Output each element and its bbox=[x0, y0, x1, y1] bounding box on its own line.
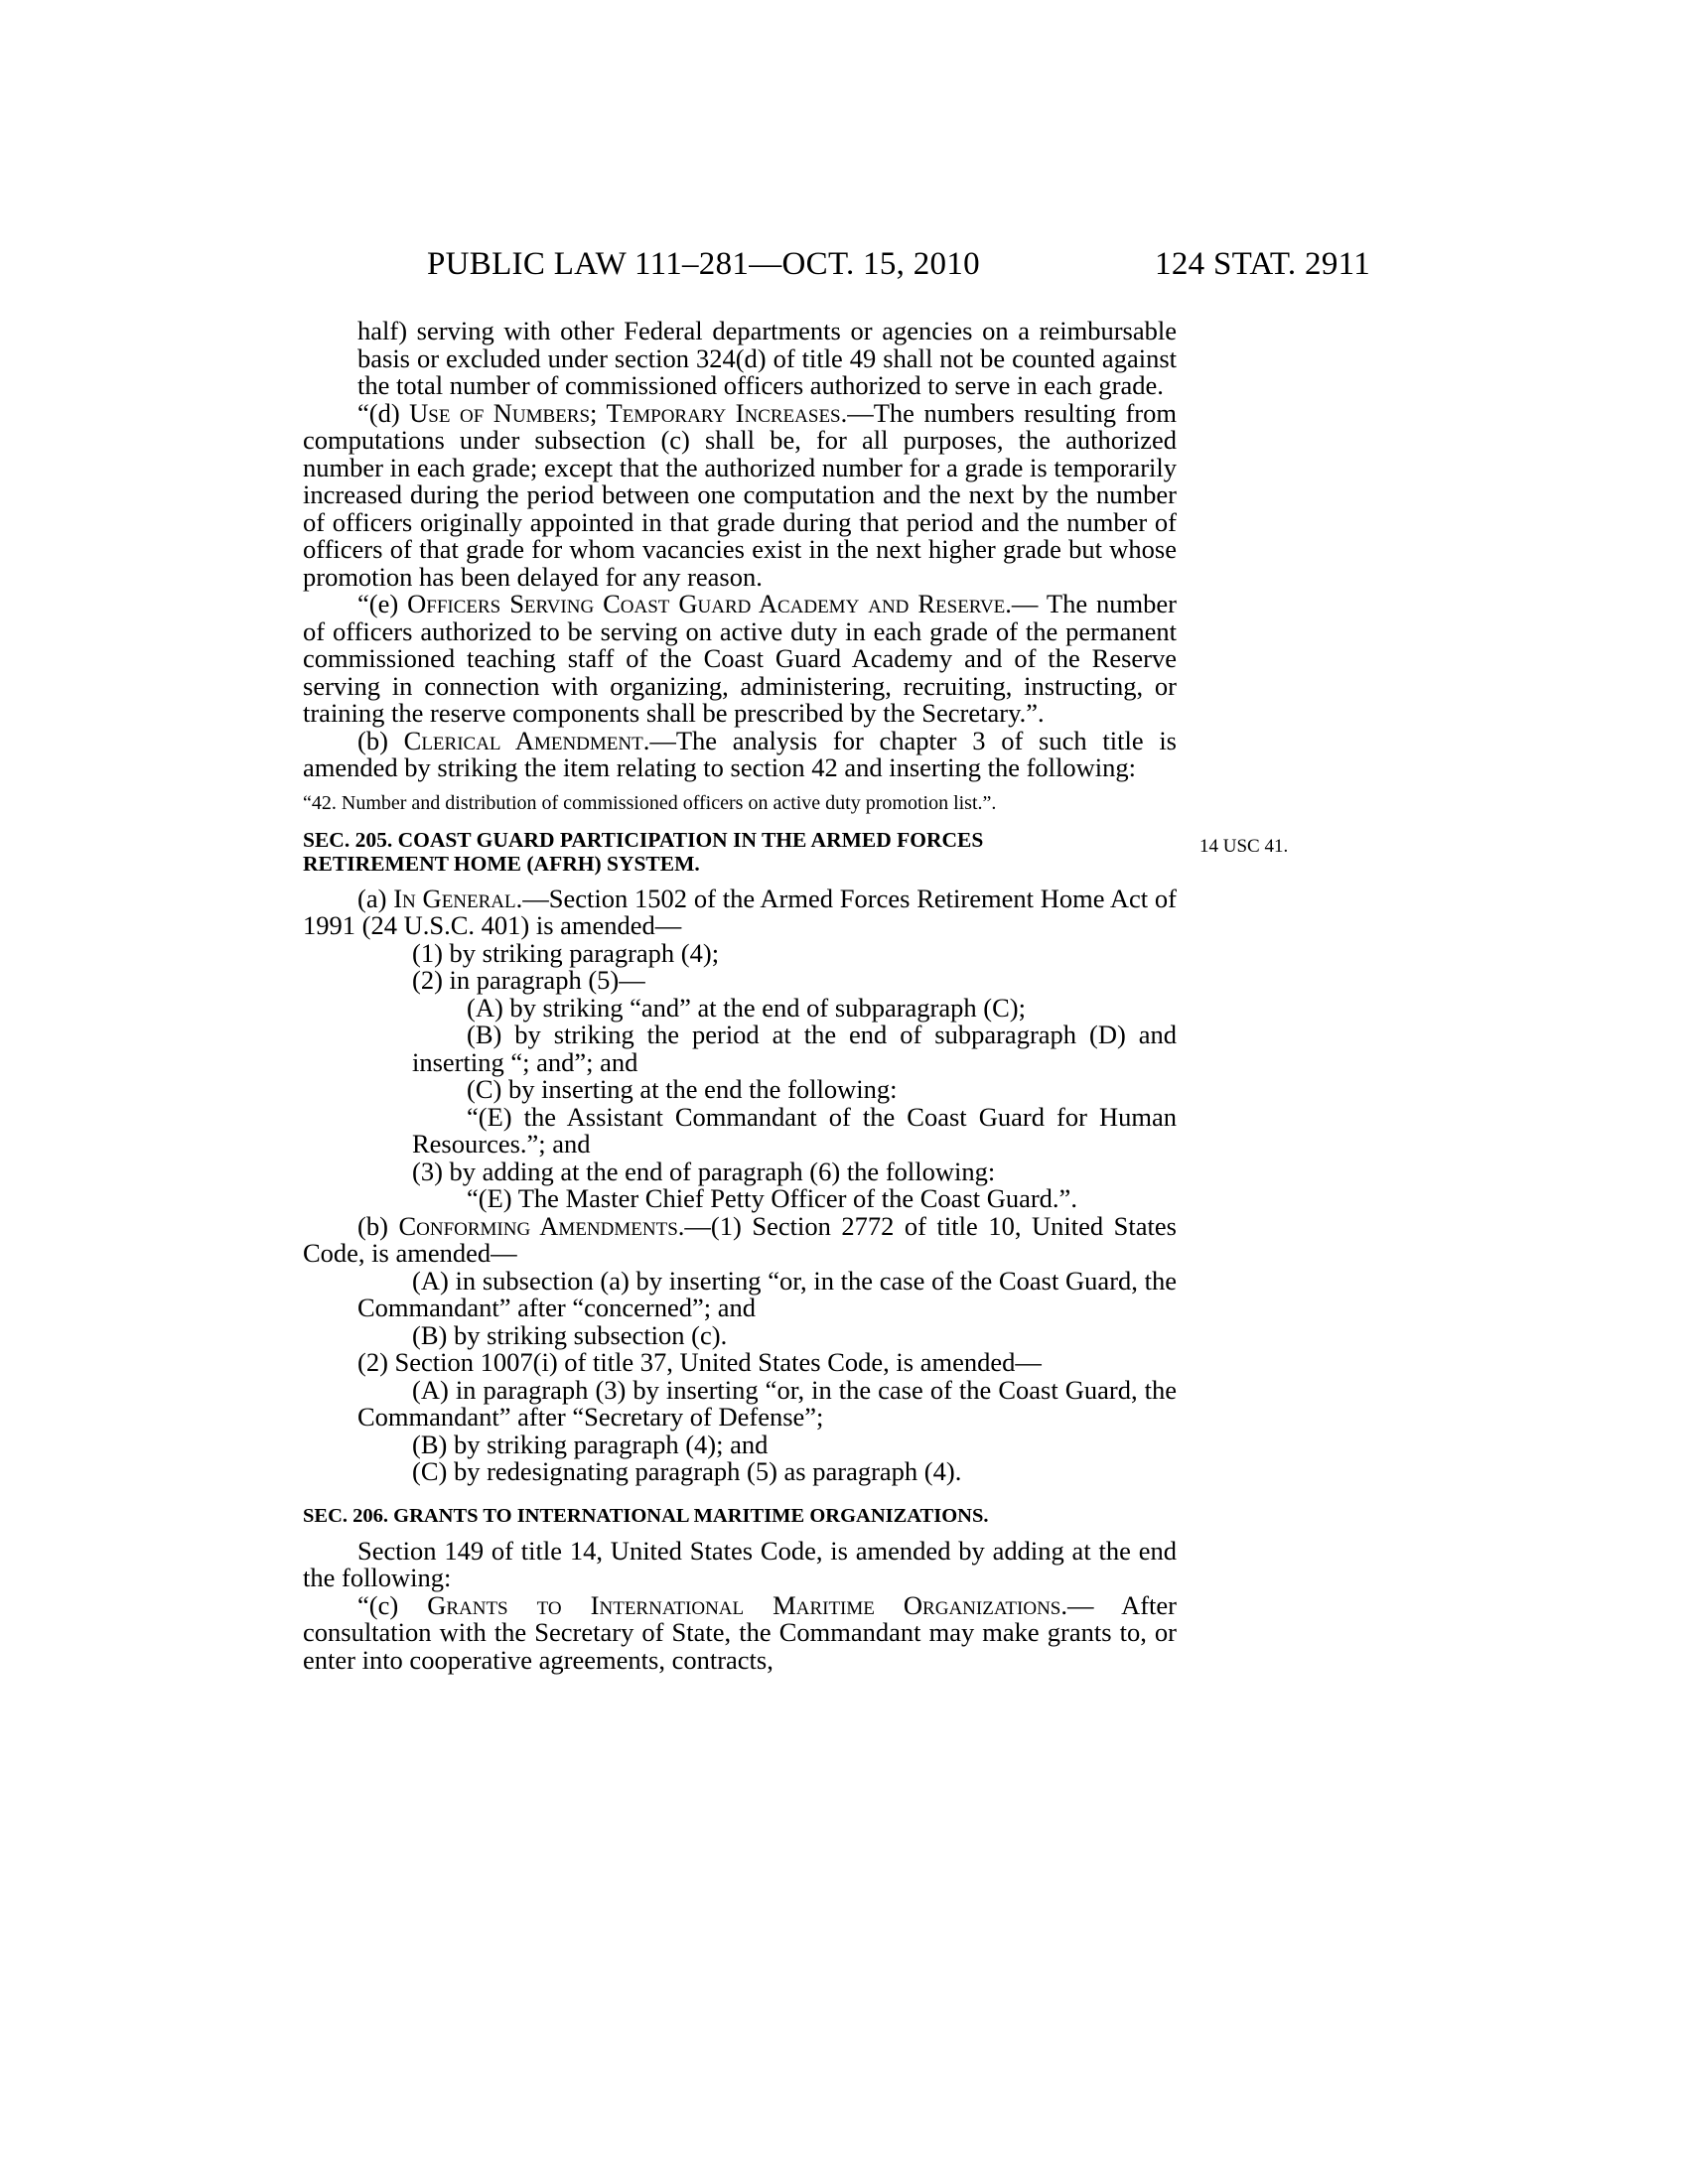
para-c-continuation: half) serving with other Federal departments or agencies on a reimbursable basis or excluded under section 324(d) of title 49 shall not be counted against the total number of commissioned officers authorized to serve in each grade. bbox=[357, 316, 1177, 400]
law-text-column bbox=[303, 318, 1177, 1674]
sec205-a-item-2: (2) in paragraph (5)— bbox=[412, 965, 645, 995]
sec205-a-item-3: (3) by adding at the end of paragraph (6) the following: bbox=[412, 1156, 996, 1186]
sec205-b-item-B1: (B) by striking subsection (c). bbox=[412, 1319, 728, 1350]
para-b-heading: Clerical Amendment. bbox=[403, 725, 650, 755]
para-d-heading: Use of Numbers; Temporary Increases. bbox=[409, 397, 848, 428]
sec205-subsection-b: (b) Conforming Amendments.—(1) Section 2772 of title 10, United States Code, is amended— bbox=[303, 1210, 1177, 1268]
sec205-b-item-C2: (C) by redesignating paragraph (5) as paragraph (4). bbox=[412, 1456, 962, 1486]
para-e-heading: Officers Serving Coast Guard Academy and Reserve. bbox=[407, 589, 1012, 618]
sec205-b-item-A2: (A) in paragraph (3) by inserting “or, in the case of the Coast Guard, the Commandant” after “Secretary of Defense”; bbox=[357, 1374, 1177, 1432]
sec205-a-item-B: (B) by striking the period at the end of subparagraph (D) and inserting “; and”; and bbox=[412, 1020, 1177, 1077]
sec205-b-heading: Conforming Amendments. bbox=[398, 1210, 685, 1241]
toc-item-42: “42. Number and distribution of commissioned officers on active duty promotion list.”. bbox=[303, 791, 997, 814]
public-law-title: PUBLIC LAW 111–281—OCT. 15, 2010 bbox=[427, 246, 980, 282]
para-e: “(e) Officers Serving Coast Guard Academy and Reserve.— The number of officers authorized to be serving on active duty in each grade of the permanent commissioned teaching staff of the Coast Guard Academy and of the Reserve serving in connection with organizing, administering, recruiting, instructing, or training the reserve components shall be prescribed by the Secretary.”. bbox=[303, 589, 1177, 728]
section-206-heading: SEC. 206. GRANTS TO INTERNATIONAL MARITIME ORGANIZATIONS. bbox=[303, 1504, 989, 1527]
sec206-c-heading: Grants to International Maritime Organizations. bbox=[427, 1589, 1068, 1620]
sec205-b-item-2: (2) Section 1007(i) of title 37, United States Code, is amended— bbox=[357, 1347, 1042, 1377]
para-d: “(d) Use of Numbers; Temporary Increases.—The numbers resulting from computations under subsection (c) shall be, for all purposes, the authorized number in each grade; except that the authorized number for a grade is temporarily increased during the period between one computation and the next by the number of officers originally appointed in that grade during that period and the number of officers of that grade for whom vacancies exist in the next higher grade but whose promotion has been delayed for any reason. bbox=[303, 397, 1177, 592]
margin-citation: 14 USC 41. bbox=[1199, 836, 1289, 857]
sec205-a-heading: In General. bbox=[393, 883, 523, 913]
sec205-subsection-a: (a) In General.—Section 1502 of the Armed Forces Retirement Home Act of 1991 (24 U.S.C. 401) is amended— bbox=[303, 883, 1177, 940]
sec206-intro: Section 149 of title 14, United States Code, is amended by adding at the end the following: bbox=[303, 1535, 1177, 1592]
sec205-a-item-E-assistant: “(E) the Assistant Commandant of the Coast Guard for Human Resources.”; and bbox=[412, 1101, 1177, 1159]
sec205-a-item-E-master-chief: “(E) The Master Chief Petty Officer of the Coast Guard.”. bbox=[467, 1183, 1077, 1213]
sec205-a-item-A: (A) by striking “and” at the end of subparagraph (C); bbox=[467, 992, 1026, 1023]
stat-page-number: 124 STAT. 2911 bbox=[1155, 246, 1370, 282]
sec205-a-item-1: (1) by striking paragraph (4); bbox=[412, 937, 720, 968]
sec206-para-c: “(c) Grants to International Maritime Organizations.— After consultation with the Secretary of State, the Commandant may make grants to, or enter into cooperative agreements, contracts, bbox=[303, 1589, 1177, 1675]
sec205-a-item-C: (C) by inserting at the end the following: bbox=[467, 1074, 898, 1104]
sec205-b-item-A1: (A) in subsection (a) by inserting “or, in the case of the Coast Guard, the Commandant” after “concerned”; and bbox=[357, 1265, 1177, 1322]
sec205-b-item-B2: (B) by striking paragraph (4); and bbox=[412, 1429, 769, 1459]
section-205-heading: SEC. 205. COAST GUARD PARTICIPATION IN THE ARMED FORCES RETIREMENT HOME (AFRH) SYSTEM. bbox=[303, 827, 984, 876]
page-header bbox=[298, 246, 1370, 286]
para-b-clerical: (b) Clerical Amendment.—The analysis for chapter 3 of such title is amended by striking the item relating to section 42 and inserting the following: bbox=[303, 725, 1177, 782]
